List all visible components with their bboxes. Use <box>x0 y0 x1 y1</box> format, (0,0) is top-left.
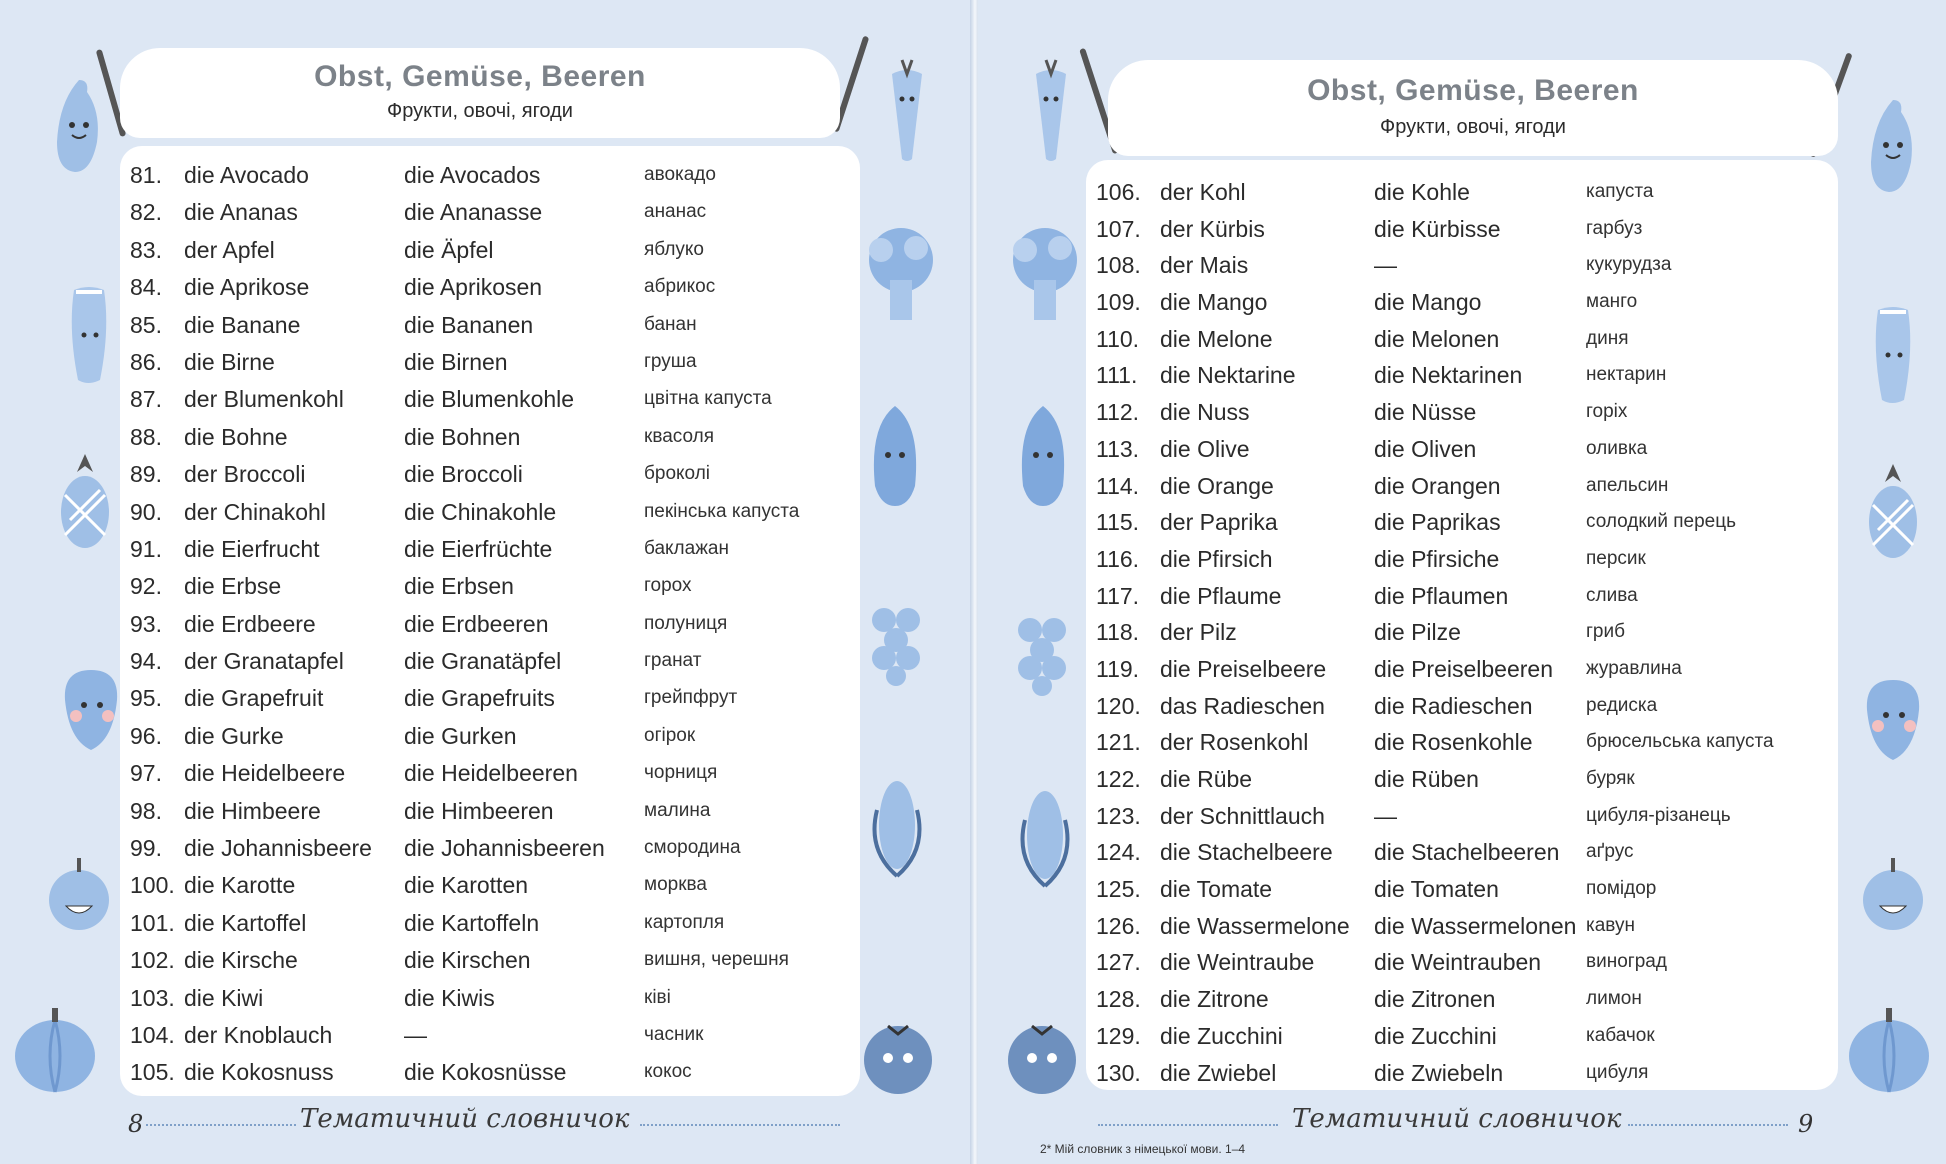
pineapple-icon <box>50 450 120 560</box>
entry-number: 114. <box>1096 472 1140 499</box>
singular-form: das Radieschen <box>1160 692 1325 719</box>
entry-number: 91. <box>130 535 162 562</box>
singular-form: der Paprika <box>1160 509 1278 536</box>
ukrainian-translation: кабачок <box>1586 1024 1655 1046</box>
vocabulary-row <box>126 1055 856 1092</box>
singular-form: der Mais <box>1160 252 1249 279</box>
entry-number: 111. <box>1096 362 1138 389</box>
ukrainian-translation: капуста <box>1586 181 1654 202</box>
ukrainian-translation: груша <box>644 350 697 372</box>
vocabulary-row <box>126 1018 856 1055</box>
ukrainian-translation: аґрус <box>1586 841 1634 863</box>
vocabulary-row <box>1096 358 1836 395</box>
vocabulary-row <box>126 569 856 606</box>
corn-icon <box>862 770 932 880</box>
ukrainian-translation: нектарин <box>1586 364 1667 386</box>
cucumber-icon <box>1008 400 1078 510</box>
singular-form: die Tomate <box>1160 876 1273 903</box>
cucumber-icon <box>860 400 930 510</box>
singular-form: die Orange <box>1160 472 1274 499</box>
vocabulary-row <box>126 644 856 681</box>
vocabulary-row <box>126 532 856 569</box>
plural-form: die Melonen <box>1374 325 1500 352</box>
right-page <box>978 0 1946 1164</box>
plural-form: die Eierfrüchte <box>404 535 553 562</box>
vocabulary-row <box>1096 1019 1836 1056</box>
singular-form: die Stachelbeere <box>1160 839 1333 866</box>
vocabulary-row <box>126 607 856 644</box>
page-subtitle: Фрукти, овочі, ягоди <box>1380 116 1566 138</box>
singular-form: die Heidelbeere <box>184 760 346 787</box>
footer-dots <box>146 1124 296 1126</box>
singular-form: die Zwiebel <box>1160 1059 1277 1086</box>
ukrainian-translation: редиска <box>1586 694 1658 716</box>
entry-number: 126. <box>1096 912 1141 939</box>
entry-number: 121. <box>1096 729 1141 756</box>
vocabulary-row <box>1096 395 1836 432</box>
ukrainian-translation: цвітна капуста <box>644 388 772 410</box>
singular-form: der Rosenkohl <box>1160 729 1309 756</box>
vocabulary-row <box>1096 909 1836 946</box>
ukrainian-translation: горох <box>644 575 692 597</box>
plural-form: die Rüben <box>1374 766 1479 792</box>
singular-form: die Gurke <box>184 722 284 749</box>
entry-number: 109. <box>1096 289 1141 316</box>
entry-number: 110. <box>1096 325 1140 352</box>
ukrainian-translation: виноград <box>1586 951 1667 973</box>
entry-number: 82. <box>130 199 162 226</box>
plural-form: die Blumenkohle <box>404 386 575 413</box>
singular-form: die Banane <box>184 311 301 338</box>
footer-dots <box>640 1124 840 1126</box>
plural-form: die Kirschen <box>404 947 531 974</box>
vocabulary-row <box>1096 725 1836 762</box>
plural-form: die Broccoli <box>404 461 523 488</box>
vocabulary-row <box>126 195 856 232</box>
plural-form: die Kartoffeln <box>404 909 540 936</box>
singular-form: die Nektarine <box>1160 362 1296 389</box>
entry-number: 116. <box>1096 545 1140 572</box>
left-page <box>0 0 972 1164</box>
plural-form: die Radieschen <box>1374 692 1533 719</box>
entry-number: 102. <box>130 947 175 974</box>
singular-form: die Erbse <box>184 573 282 600</box>
plural-form: die Bananen <box>404 311 534 338</box>
entry-number: 127. <box>1096 949 1141 976</box>
plural-form: die Stachelbeeren <box>1374 839 1560 866</box>
entry-number: 103. <box>130 984 175 1011</box>
ukrainian-translation: кокос <box>644 1061 692 1083</box>
entry-number: 99. <box>130 835 162 862</box>
ukrainian-translation: кавун <box>1586 914 1635 936</box>
entry-number: 124. <box>1096 839 1141 866</box>
ukrainian-translation: лимон <box>1586 988 1642 1010</box>
ukrainian-translation: яблуко <box>644 238 704 260</box>
vocabulary-row <box>126 158 856 195</box>
entry-number: 93. <box>130 610 162 637</box>
ukrainian-translation: морква <box>644 874 707 896</box>
vocabulary-row <box>1096 982 1836 1019</box>
vocabulary-row <box>126 981 856 1018</box>
plural-form: die Kokosnüsse <box>404 1059 567 1086</box>
vocabulary-row <box>126 794 856 831</box>
plural-form: die Äpfel <box>404 236 494 263</box>
entry-number: 123. <box>1096 802 1141 829</box>
entry-number: 101. <box>130 909 175 936</box>
vocabulary-row <box>126 868 856 905</box>
entry-number: 89. <box>130 461 162 488</box>
ukrainian-translation: цибуля-різанець <box>1586 804 1731 826</box>
vocabulary-row <box>1096 322 1836 359</box>
ukrainian-translation: огірок <box>644 724 696 746</box>
plural-form: die Granatäpfel <box>404 648 562 675</box>
ukrainian-translation: апельсин <box>1586 474 1669 496</box>
footer-dots <box>1098 1124 1278 1126</box>
plural-form: die Erbsen <box>404 573 514 600</box>
page-subtitle: Фрукти, овочі, ягоди <box>387 100 573 122</box>
plural-form: die Heidelbeeren <box>404 760 578 787</box>
entry-number: 128. <box>1096 986 1141 1013</box>
entry-number: 107. <box>1096 215 1141 242</box>
entry-number: 122. <box>1096 766 1141 792</box>
entry-number: 100. <box>130 872 175 899</box>
plural-form: die Birnen <box>404 348 508 375</box>
plural-form: die Kürbisse <box>1374 215 1501 242</box>
ukrainian-translation: ківі <box>644 986 671 1008</box>
entry-number: 88. <box>130 423 162 450</box>
ukrainian-translation: солодкий перець <box>1586 511 1736 533</box>
footnote: 2* Мій словник з німецької мови. 1–4 <box>1040 1142 1246 1156</box>
title-banner <box>1108 60 1838 156</box>
ukrainian-translation: диня <box>1586 327 1629 349</box>
vocabulary-row <box>1096 212 1836 249</box>
vocabulary-row <box>126 756 856 793</box>
ukrainian-translation: слива <box>1586 584 1638 606</box>
ukrainian-translation: горіх <box>1586 401 1628 423</box>
plural-form: die Orangen <box>1374 472 1501 499</box>
vocabulary-row <box>1096 432 1836 469</box>
vocabulary-row <box>126 420 856 457</box>
singular-form: die Kiwi <box>184 984 264 1011</box>
pumpkin-icon <box>10 990 100 1100</box>
ukrainian-translation: буряк <box>1586 768 1635 789</box>
vocabulary-row <box>1096 835 1836 872</box>
vocabulary-row <box>1096 652 1836 689</box>
plural-form: die Bohnen <box>404 423 521 450</box>
vocabulary-row <box>1096 689 1836 726</box>
ukrainian-translation: оливка <box>1586 437 1648 459</box>
plural-form: die Preiselbeeren <box>1374 655 1554 682</box>
vocabulary-row <box>1096 175 1836 212</box>
plural-form: die Wassermelonen <box>1374 912 1577 939</box>
plural-form: die Kohle <box>1374 179 1470 205</box>
entry-number: 105. <box>130 1059 175 1086</box>
vocabulary-row <box>126 943 856 980</box>
plural-form: die Oliven <box>1374 435 1477 462</box>
vocabulary-row <box>1096 469 1836 506</box>
ukrainian-translation: абрикос <box>644 276 716 298</box>
plural-form: die Zucchini <box>1374 1022 1497 1049</box>
pumpkin-icon <box>1844 990 1934 1100</box>
plural-form: die Grapefruits <box>404 685 555 712</box>
plural-form: die Weintrauben <box>1374 949 1542 976</box>
vocabulary-row <box>126 831 856 868</box>
vocabulary-row <box>126 233 856 270</box>
vocabulary-list <box>126 158 856 1093</box>
ukrainian-translation: гриб <box>1586 621 1625 643</box>
vocabulary-row <box>126 906 856 943</box>
grape-icon <box>862 580 932 690</box>
ukrainian-translation: смородина <box>644 837 741 859</box>
page-title: Obst, Gemüse, Beeren <box>1307 74 1639 107</box>
plural-form: die Mango <box>1374 289 1482 316</box>
entry-number: 125. <box>1096 876 1141 903</box>
plural-form: die Erdbeeren <box>404 610 549 637</box>
plural-form: die Paprikas <box>1374 509 1501 536</box>
singular-form: der Blumenkohl <box>184 386 344 413</box>
entry-number: 90. <box>130 498 162 525</box>
singular-form: die Bohne <box>184 423 288 450</box>
vocabulary-row <box>1096 505 1836 542</box>
entry-number: 119. <box>1096 655 1140 682</box>
singular-form: der Schnittlauch <box>1160 802 1325 829</box>
ukrainian-translation: цибуля <box>1586 1061 1649 1083</box>
entry-number: 87. <box>130 386 162 413</box>
singular-form: die Zucchini <box>1160 1022 1283 1049</box>
vocabulary-list <box>1096 175 1836 1092</box>
vocabulary-row <box>126 457 856 494</box>
entry-number: 130. <box>1096 1059 1141 1086</box>
plural-form: die Tomaten <box>1374 876 1499 903</box>
plural-form: die Ananasse <box>404 199 543 226</box>
singular-form: die Avocado <box>184 162 309 188</box>
ukrainian-translation: ананас <box>644 201 707 223</box>
tomato-icon <box>1002 1000 1082 1110</box>
ukrainian-translation: малина <box>644 799 711 821</box>
plural-form: — <box>1374 252 1397 279</box>
singular-form: die Erdbeere <box>184 610 316 637</box>
ukrainian-translation: кукурудза <box>1586 254 1672 276</box>
footer-dots <box>1628 1124 1788 1126</box>
plural-form: — <box>1374 802 1397 829</box>
apple-icon <box>44 840 114 950</box>
entry-number: 94. <box>130 648 162 675</box>
ukrainian-translation: квасоля <box>644 425 714 447</box>
ukrainian-translation: полуниця <box>644 612 728 634</box>
footer-title: Тематичний словничок <box>1292 1104 1622 1134</box>
ukrainian-translation: персик <box>1586 547 1646 569</box>
entry-number: 98. <box>130 797 162 824</box>
singular-form: die Weintraube <box>1160 949 1315 976</box>
cauliflower-icon <box>856 220 946 330</box>
vocabulary-row <box>126 495 856 532</box>
plural-form: die Nüsse <box>1374 399 1477 426</box>
plural-form: die Himbeeren <box>404 797 554 824</box>
carrot-icon <box>1016 54 1086 164</box>
singular-form: die Pflaume <box>1160 582 1282 609</box>
entry-number: 120. <box>1096 692 1141 719</box>
singular-form: die Olive <box>1160 435 1250 462</box>
plural-form: die Pilze <box>1374 619 1461 646</box>
ukrainian-translation: часник <box>644 1023 704 1045</box>
page-title: Obst, Gemüse, Beeren <box>314 60 646 93</box>
singular-form: der Knoblauch <box>184 1021 333 1048</box>
plural-form: die Kiwis <box>404 984 495 1011</box>
entry-number: 117. <box>1096 582 1140 609</box>
strawberry-icon <box>1858 660 1928 770</box>
ukrainian-translation: гарбуз <box>1586 217 1643 239</box>
entry-number: 113. <box>1096 435 1140 462</box>
plural-form: die Pflaumen <box>1374 582 1509 609</box>
singular-form: die Kokosnuss <box>184 1059 334 1086</box>
singular-form: der Kürbis <box>1160 215 1265 242</box>
vocabulary-row <box>1096 248 1836 285</box>
pineapple-icon <box>1858 460 1928 570</box>
entry-number: 112. <box>1096 399 1140 426</box>
vocabulary-row <box>126 308 856 345</box>
singular-form: die Zitrone <box>1160 986 1269 1013</box>
entry-number: 86. <box>130 348 162 375</box>
plural-form: die Karotten <box>404 872 529 899</box>
plural-form: die Aprikosen <box>404 274 543 301</box>
ukrainian-translation: пекінська капуста <box>644 500 800 522</box>
singular-form: die Kartoffel <box>184 909 307 936</box>
ukrainian-translation: баклажан <box>644 537 729 559</box>
singular-form: der Pilz <box>1160 619 1237 646</box>
vocabulary-row <box>1096 799 1836 836</box>
singular-form: die Nuss <box>1160 399 1250 426</box>
entry-number: 129. <box>1096 1022 1141 1049</box>
singular-form: die Melone <box>1160 325 1273 352</box>
singular-form: der Granatapfel <box>184 648 344 675</box>
ukrainian-translation: банан <box>644 313 697 335</box>
singular-form: der Apfel <box>184 236 275 263</box>
singular-form: die Himbeere <box>184 797 321 824</box>
chinese-cabbage-icon <box>1858 300 1928 410</box>
entry-number: 92. <box>130 573 162 600</box>
title-banner <box>120 48 840 138</box>
entry-number: 97. <box>130 760 162 787</box>
vocabulary-row <box>1096 762 1836 799</box>
plural-form: die Johannisbeeren <box>404 835 605 862</box>
vocabulary-row <box>126 681 856 718</box>
vocabulary-row <box>1096 579 1836 616</box>
strawberry-icon <box>56 650 126 760</box>
entry-number: 95. <box>130 685 162 712</box>
plural-form: die Gurken <box>404 722 517 749</box>
ukrainian-translation: авокадо <box>644 164 716 185</box>
vocabulary-row <box>1096 1056 1836 1093</box>
singular-form: die Preiselbeere <box>1160 655 1327 682</box>
vocabulary-row <box>1096 285 1836 322</box>
footer-title: Тематичний словничок <box>300 1104 630 1134</box>
ukrainian-translation: картопля <box>644 911 725 933</box>
grape-icon <box>1008 590 1078 700</box>
entry-number: 81. <box>130 162 162 188</box>
eggplant-icon <box>1858 90 1928 200</box>
chinese-cabbage-icon <box>54 280 124 390</box>
vocabulary-row <box>1096 615 1836 652</box>
ukrainian-translation: журавлина <box>1586 657 1682 679</box>
plural-form: die Chinakohle <box>404 498 557 525</box>
plural-form: die Rosenkohle <box>1374 729 1533 756</box>
entry-number: 106. <box>1096 179 1141 205</box>
singular-form: die Pfirsich <box>1160 545 1273 572</box>
singular-form: die Ananas <box>184 199 298 226</box>
ukrainian-translation: чорниця <box>644 762 718 784</box>
entry-number: 83. <box>130 236 162 263</box>
ukrainian-translation: броколі <box>644 463 710 485</box>
ukrainian-translation: гранат <box>644 650 702 672</box>
singular-form: die Wassermelone <box>1160 912 1350 939</box>
apple-icon <box>1858 840 1928 950</box>
singular-form: der Kohl <box>1160 179 1246 205</box>
singular-form: der Chinakohl <box>184 498 326 525</box>
singular-form: die Kirsche <box>184 947 298 974</box>
entry-number: 84. <box>130 274 162 301</box>
vocabulary-row <box>126 382 856 419</box>
page-number: 8 <box>128 1110 144 1138</box>
eggplant-icon <box>44 70 114 180</box>
ukrainian-translation: грейпфрут <box>644 687 738 709</box>
singular-form: die Birne <box>184 348 275 375</box>
plural-form: die Zwiebeln <box>1374 1059 1504 1086</box>
tomato-icon <box>858 1000 938 1110</box>
entry-number: 85. <box>130 311 162 338</box>
cauliflower-icon <box>1000 220 1090 330</box>
singular-form: die Karotte <box>184 872 296 899</box>
plural-form: die Pfirsiche <box>1374 545 1500 572</box>
corn-icon <box>1010 780 1080 890</box>
singular-form: der Broccoli <box>184 461 306 488</box>
vocabulary-row <box>1096 945 1836 982</box>
plural-form: die Zitronen <box>1374 986 1496 1013</box>
ukrainian-translation: вишня, черешня <box>644 949 789 971</box>
entry-number: 104. <box>130 1021 175 1048</box>
vocabulary-row <box>1096 542 1836 579</box>
entry-number: 96. <box>130 722 162 749</box>
ukrainian-translation: помідор <box>1586 878 1657 900</box>
singular-form: die Grapefruit <box>184 685 324 712</box>
plural-form: die Avocados <box>404 162 541 188</box>
singular-form: die Aprikose <box>184 274 310 301</box>
vocabulary-row <box>126 345 856 382</box>
entry-number: 108. <box>1096 252 1141 279</box>
vocabulary-row <box>126 719 856 756</box>
singular-form: die Rübe <box>1160 766 1253 792</box>
vocabulary-row <box>1096 872 1836 909</box>
vocabulary-row <box>126 270 856 307</box>
entry-number: 115. <box>1096 509 1140 536</box>
carrot-icon <box>872 54 942 164</box>
singular-form: die Mango <box>1160 289 1268 316</box>
entry-number: 118. <box>1096 619 1140 646</box>
singular-form: die Eierfrucht <box>184 535 320 562</box>
ukrainian-translation: брюсельська капуста <box>1586 731 1774 753</box>
plural-form: — <box>404 1021 427 1048</box>
plural-form: die Nektarinen <box>1374 362 1523 389</box>
singular-form: die Johannisbeere <box>184 835 372 862</box>
ukrainian-translation: манго <box>1586 291 1638 313</box>
page-number: 9 <box>1798 1110 1814 1138</box>
